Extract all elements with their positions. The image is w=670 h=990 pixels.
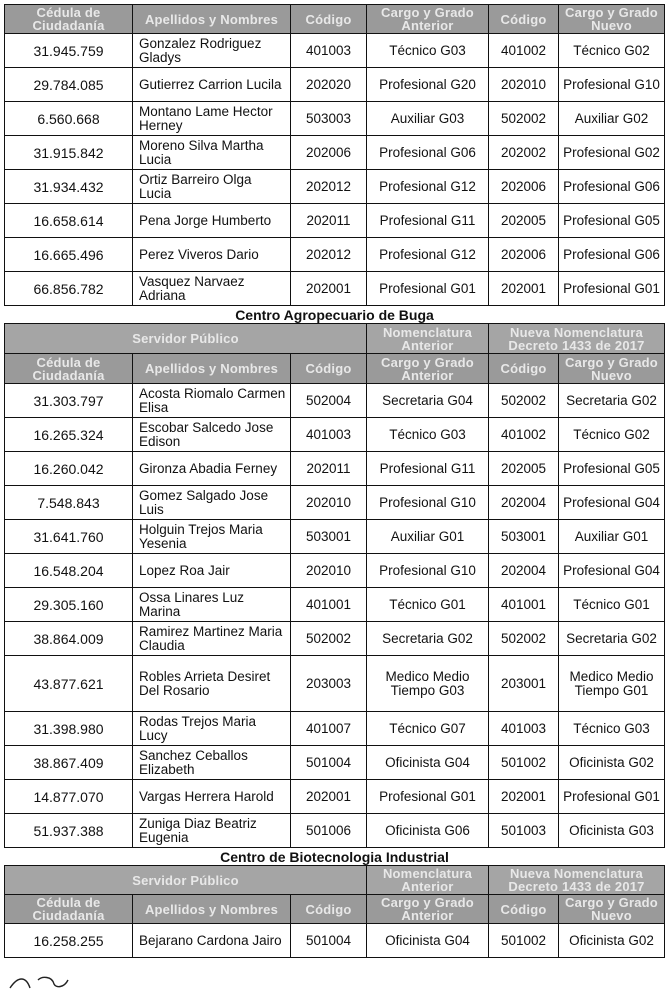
group-header-row — [5, 866, 665, 895]
new-code-cell: 202005 — [489, 204, 559, 238]
id-cell: 51.937.388 — [5, 814, 133, 848]
old-code-cell: 401003 — [291, 34, 367, 68]
new-code-cell: 401003 — [489, 712, 559, 746]
old-grade-cell: Oficinista G04 — [367, 924, 489, 958]
header-row — [5, 5, 665, 34]
new-code-cell: 502002 — [489, 384, 559, 418]
new-code-cell: 202004 — [489, 554, 559, 588]
column-header: Cédula de Ciudadanía — [5, 5, 133, 34]
column-header: Cédula de Ciudadanía — [5, 895, 133, 924]
old-code-cell: 501006 — [291, 814, 367, 848]
old-code-cell: 502004 — [291, 384, 367, 418]
table-row — [5, 554, 665, 588]
column-header: Apellidos y Nombres — [133, 5, 291, 34]
table-row — [5, 486, 665, 520]
group-header-row — [5, 324, 665, 354]
name-cell: Holguin Trejos Maria Yesenia — [133, 520, 291, 554]
section-title: Centro de Biotecnologia Industrial — [5, 848, 665, 866]
table-row — [5, 136, 665, 170]
old-code-cell: 202012 — [291, 170, 367, 204]
column-header: Código — [489, 354, 559, 384]
old-grade-cell: Técnico G03 — [367, 34, 489, 68]
old-grade-cell: Técnico G01 — [367, 588, 489, 622]
column-header: Código — [489, 5, 559, 34]
old-code-cell: 202011 — [291, 452, 367, 486]
id-cell: 7.548.843 — [5, 486, 133, 520]
new-grade-cell: Oficinista G02 — [559, 924, 665, 958]
id-cell: 38.867.409 — [5, 746, 133, 780]
new-grade-cell: Técnico G02 — [559, 418, 665, 452]
id-cell: 16.265.324 — [5, 418, 133, 452]
table-row — [5, 780, 665, 814]
section-title: Centro Agropecuario de Buga — [5, 306, 665, 324]
old-code-cell: 501004 — [291, 746, 367, 780]
id-cell: 31.945.759 — [5, 34, 133, 68]
id-cell: 29.784.085 — [5, 68, 133, 102]
old-code-cell: 202001 — [291, 780, 367, 814]
id-cell: 43.877.621 — [5, 656, 133, 712]
name-cell: Gomez Salgado Jose Luis — [133, 486, 291, 520]
name-cell: Bejarano Cardona Jairo — [133, 924, 291, 958]
table-row — [5, 102, 665, 136]
id-cell: 38.864.009 — [5, 622, 133, 656]
column-header: Cargo y Grado Nuevo — [559, 5, 665, 34]
new-code-cell: 401002 — [489, 34, 559, 68]
old-grade-cell: Profesional G11 — [367, 452, 489, 486]
table-row — [5, 68, 665, 102]
id-cell: 16.658.614 — [5, 204, 133, 238]
old-grade-cell: Secretaria G04 — [367, 384, 489, 418]
table-row — [5, 656, 665, 712]
new-code-cell: 202004 — [489, 486, 559, 520]
old-grade-cell: Secretaria G02 — [367, 622, 489, 656]
id-cell: 29.305.160 — [5, 588, 133, 622]
old-grade-cell: Profesional G12 — [367, 238, 489, 272]
old-grade-cell: Profesional G01 — [367, 272, 489, 306]
old-code-cell: 202010 — [291, 554, 367, 588]
new-grade-cell: Secretaria G02 — [559, 622, 665, 656]
new-grade-cell: Profesional G06 — [559, 170, 665, 204]
old-code-cell: 501004 — [291, 924, 367, 958]
group-header: Nueva Nomenclatura Decreto 1433 de 2017 — [489, 324, 665, 354]
old-grade-cell: Técnico G07 — [367, 712, 489, 746]
name-cell: Escobar Salcedo Jose Edison — [133, 418, 291, 452]
column-header: Cargo y Grado Anterior — [367, 354, 489, 384]
name-cell: Vasquez Narvaez Adriana — [133, 272, 291, 306]
new-grade-cell: Secretaria G02 — [559, 384, 665, 418]
name-cell: Gutierrez Carrion Lucila — [133, 68, 291, 102]
section-title-row — [5, 848, 665, 866]
new-code-cell: 203001 — [489, 656, 559, 712]
old-grade-cell: Medico Medio Tiempo G03 — [367, 656, 489, 712]
name-cell: Zuniga Diaz Beatriz Eugenia — [133, 814, 291, 848]
old-code-cell: 202011 — [291, 204, 367, 238]
old-code-cell: 202010 — [291, 486, 367, 520]
table-row — [5, 452, 665, 486]
new-grade-cell: Profesional G06 — [559, 238, 665, 272]
new-grade-cell: Oficinista G03 — [559, 814, 665, 848]
document — [4, 4, 664, 958]
group-header: Nomenclatura Anterior — [367, 866, 489, 895]
old-grade-cell: Oficinista G04 — [367, 746, 489, 780]
new-grade-cell: Auxiliar G02 — [559, 102, 665, 136]
id-cell: 6.560.668 — [5, 102, 133, 136]
new-code-cell: 501002 — [489, 924, 559, 958]
table-body — [5, 5, 665, 958]
old-code-cell: 401007 — [291, 712, 367, 746]
new-grade-cell: Profesional G04 — [559, 486, 665, 520]
new-code-cell: 202001 — [489, 272, 559, 306]
column-header: Cargo y Grado Anterior — [367, 5, 489, 34]
new-grade-cell: Profesional G01 — [559, 780, 665, 814]
group-header: Nomenclatura Anterior — [367, 324, 489, 354]
old-code-cell: 401001 — [291, 588, 367, 622]
new-grade-cell: Técnico G03 — [559, 712, 665, 746]
name-cell: Perez Viveros Dario — [133, 238, 291, 272]
column-header: Cédula de Ciudadanía — [5, 354, 133, 384]
old-code-cell: 202001 — [291, 272, 367, 306]
column-header: Código — [291, 895, 367, 924]
new-code-cell: 502002 — [489, 102, 559, 136]
group-header: Nueva Nomenclatura Decreto 1433 de 2017 — [489, 866, 665, 895]
name-cell: Vargas Herrera Harold — [133, 780, 291, 814]
name-cell: Ossa Linares Luz Marina — [133, 588, 291, 622]
name-cell: Rodas Trejos Maria Lucy — [133, 712, 291, 746]
name-cell: Pena Jorge Humberto — [133, 204, 291, 238]
id-cell: 31.303.797 — [5, 384, 133, 418]
new-grade-cell: Profesional G01 — [559, 272, 665, 306]
new-grade-cell: Profesional G05 — [559, 452, 665, 486]
old-grade-cell: Profesional G01 — [367, 780, 489, 814]
new-code-cell: 202006 — [489, 170, 559, 204]
section-title-row — [5, 306, 665, 324]
new-code-cell: 503001 — [489, 520, 559, 554]
personnel-table — [4, 4, 665, 958]
name-cell: Gonzalez Rodriguez Gladys — [133, 34, 291, 68]
new-code-cell: 501003 — [489, 814, 559, 848]
group-header: Servidor Público — [5, 324, 367, 354]
table-row — [5, 712, 665, 746]
name-cell: Gironza Abadia Ferney — [133, 452, 291, 486]
id-cell: 66.856.782 — [5, 272, 133, 306]
id-cell: 31.934.432 — [5, 170, 133, 204]
table-row — [5, 204, 665, 238]
old-grade-cell: Profesional G20 — [367, 68, 489, 102]
new-code-cell: 502002 — [489, 622, 559, 656]
new-grade-cell: Auxiliar G01 — [559, 520, 665, 554]
table-row — [5, 520, 665, 554]
handwritten-mark — [8, 974, 98, 990]
column-header: Código — [489, 895, 559, 924]
column-header: Cargo y Grado Anterior — [367, 895, 489, 924]
new-grade-cell: Oficinista G02 — [559, 746, 665, 780]
old-code-cell: 502002 — [291, 622, 367, 656]
new-code-cell: 202010 — [489, 68, 559, 102]
old-code-cell: 401003 — [291, 418, 367, 452]
new-grade-cell: Profesional G02 — [559, 136, 665, 170]
table-row — [5, 746, 665, 780]
column-header: Código — [291, 354, 367, 384]
column-header: Código — [291, 5, 367, 34]
new-code-cell: 202005 — [489, 452, 559, 486]
new-code-cell: 401001 — [489, 588, 559, 622]
old-code-cell: 202012 — [291, 238, 367, 272]
id-cell: 16.258.255 — [5, 924, 133, 958]
column-header: Cargo y Grado Nuevo — [559, 895, 665, 924]
id-cell: 31.915.842 — [5, 136, 133, 170]
table-row — [5, 924, 665, 958]
old-code-cell: 202020 — [291, 68, 367, 102]
column-header: Cargo y Grado Nuevo — [559, 354, 665, 384]
new-grade-cell: Técnico G01 — [559, 588, 665, 622]
old-grade-cell: Profesional G12 — [367, 170, 489, 204]
name-cell: Acosta Riomalo Carmen Elisa — [133, 384, 291, 418]
new-grade-cell: Medico Medio Tiempo G01 — [559, 656, 665, 712]
header-row — [5, 895, 665, 924]
id-cell: 14.877.070 — [5, 780, 133, 814]
new-code-cell: 501002 — [489, 746, 559, 780]
name-cell: Lopez Roa Jair — [133, 554, 291, 588]
table-row — [5, 34, 665, 68]
old-grade-cell: Profesional G06 — [367, 136, 489, 170]
header-row — [5, 354, 665, 384]
id-cell: 16.260.042 — [5, 452, 133, 486]
new-grade-cell: Profesional G05 — [559, 204, 665, 238]
new-code-cell: 202001 — [489, 780, 559, 814]
old-grade-cell: Profesional G10 — [367, 486, 489, 520]
id-cell: 31.641.760 — [5, 520, 133, 554]
table-row — [5, 418, 665, 452]
column-header: Apellidos y Nombres — [133, 354, 291, 384]
new-code-cell: 401002 — [489, 418, 559, 452]
table-row — [5, 814, 665, 848]
name-cell: Robles Arrieta Desiret Del Rosario — [133, 656, 291, 712]
id-cell: 16.665.496 — [5, 238, 133, 272]
new-code-cell: 202006 — [489, 238, 559, 272]
group-header: Servidor Público — [5, 866, 367, 895]
old-code-cell: 203003 — [291, 656, 367, 712]
name-cell: Moreno Silva Martha Lucia — [133, 136, 291, 170]
table-row — [5, 384, 665, 418]
new-grade-cell: Profesional G10 — [559, 68, 665, 102]
id-cell: 31.398.980 — [5, 712, 133, 746]
name-cell: Ramirez Martinez Maria Claudia — [133, 622, 291, 656]
new-grade-cell: Profesional G04 — [559, 554, 665, 588]
old-grade-cell: Profesional G10 — [367, 554, 489, 588]
id-cell: 16.548.204 — [5, 554, 133, 588]
old-code-cell: 503001 — [291, 520, 367, 554]
old-grade-cell: Auxiliar G01 — [367, 520, 489, 554]
column-header: Apellidos y Nombres — [133, 895, 291, 924]
table-row — [5, 170, 665, 204]
new-code-cell: 202002 — [489, 136, 559, 170]
name-cell: Montano Lame Hector Herney — [133, 102, 291, 136]
table-row — [5, 588, 665, 622]
new-grade-cell: Técnico G02 — [559, 34, 665, 68]
old-grade-cell: Profesional G11 — [367, 204, 489, 238]
old-code-cell: 503003 — [291, 102, 367, 136]
table-row — [5, 272, 665, 306]
old-grade-cell: Oficinista G06 — [367, 814, 489, 848]
name-cell: Sanchez Ceballos Elizabeth — [133, 746, 291, 780]
table-row — [5, 238, 665, 272]
table-row — [5, 622, 665, 656]
old-grade-cell: Técnico G03 — [367, 418, 489, 452]
name-cell: Ortiz Barreiro Olga Lucia — [133, 170, 291, 204]
old-code-cell: 202006 — [291, 136, 367, 170]
old-grade-cell: Auxiliar G03 — [367, 102, 489, 136]
